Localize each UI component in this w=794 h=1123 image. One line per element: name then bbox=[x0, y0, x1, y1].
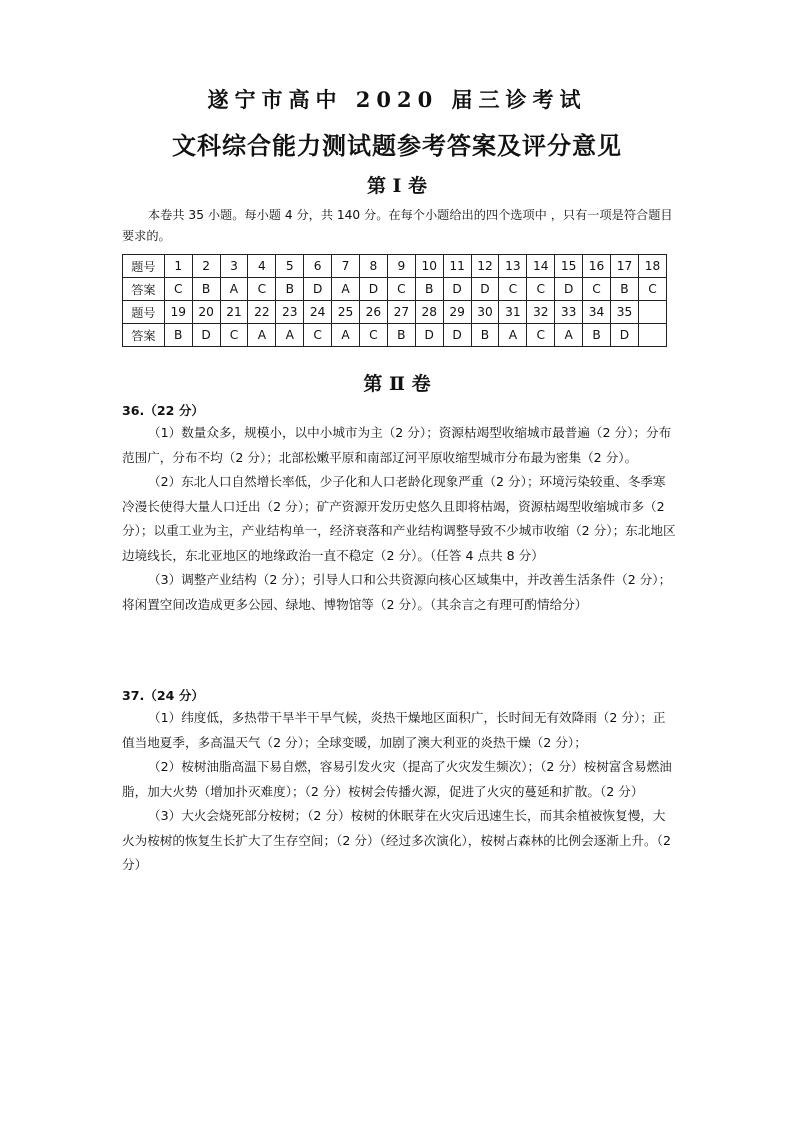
question-number: 6 bbox=[304, 255, 332, 278]
answer-cell: D bbox=[304, 278, 332, 301]
row-label: 题号 bbox=[123, 255, 165, 278]
empty-cell bbox=[638, 301, 666, 324]
row-label: 答案 bbox=[123, 278, 165, 301]
question-number: 2 bbox=[192, 255, 220, 278]
question-36-heading: 36.（22 分） bbox=[122, 403, 205, 418]
answer-cell: D bbox=[443, 324, 471, 347]
question-number: 26 bbox=[359, 301, 387, 324]
exam-title: 遂宁市高中 2020 届三诊考试 bbox=[207, 87, 587, 112]
question-number: 31 bbox=[499, 301, 527, 324]
answer-cell: D bbox=[471, 278, 499, 301]
answer-table-row-numbers-2 bbox=[123, 301, 667, 324]
answer-cell: A bbox=[332, 278, 360, 301]
question-number: 11 bbox=[443, 255, 471, 278]
answer-cell: A bbox=[332, 324, 360, 347]
question-number: 7 bbox=[332, 255, 360, 278]
question-number: 17 bbox=[611, 255, 639, 278]
answer-cell: D bbox=[359, 278, 387, 301]
question-number: 25 bbox=[332, 301, 360, 324]
row-label: 答案 bbox=[123, 324, 165, 347]
question-number: 4 bbox=[248, 255, 276, 278]
question-number: 1 bbox=[164, 255, 192, 278]
answer-cell: C bbox=[304, 324, 332, 347]
question-number: 21 bbox=[220, 301, 248, 324]
row-label: 题号 bbox=[123, 301, 165, 324]
answer-cell: C bbox=[359, 324, 387, 347]
answer-cell: D bbox=[443, 278, 471, 301]
answer-cell: C bbox=[527, 278, 555, 301]
question-number: 24 bbox=[304, 301, 332, 324]
question-number: 3 bbox=[220, 255, 248, 278]
answer-cell: B bbox=[164, 324, 192, 347]
answer-cell: B bbox=[276, 278, 304, 301]
question-number: 28 bbox=[415, 301, 443, 324]
question-36-answer-1: （1）数量众多，规模小，以中小城市为主（2 分）；资源枯竭型收缩城市最普遍（2 分）；分布范围广，分布不均（2 分）；北部松嫩平原和南部辽河平原收缩型城市分布最为密集（2 分）。 bbox=[122, 425, 672, 465]
answer-cell: B bbox=[583, 324, 611, 347]
answer-cell: D bbox=[555, 278, 583, 301]
answer-cell: A bbox=[276, 324, 304, 347]
answer-cell: D bbox=[192, 324, 220, 347]
answer-cell: A bbox=[248, 324, 276, 347]
question-37-heading: 37.（24 分） bbox=[122, 688, 205, 703]
empty-cell bbox=[638, 324, 666, 347]
question-number: 35 bbox=[611, 301, 639, 324]
question-37-answer-2: （2）桉树油脂高温下易自燃，容易引发火灾（提高了火灾发生频次）；（2 分）桉树富含易燃油脂，加大火势（增加扑灭难度）；（2 分）桉树会传播火源，促进了火灾的蔓延和扩散。（2 分） bbox=[122, 759, 672, 799]
answer-cell: C bbox=[583, 278, 611, 301]
question-number: 33 bbox=[555, 301, 583, 324]
question-number: 15 bbox=[555, 255, 583, 278]
answer-cell: C bbox=[387, 278, 415, 301]
question-number: 12 bbox=[471, 255, 499, 278]
question-number: 5 bbox=[276, 255, 304, 278]
answer-cell: C bbox=[638, 278, 666, 301]
question-number: 32 bbox=[527, 301, 555, 324]
question-36-block bbox=[122, 401, 677, 617]
question-number: 23 bbox=[276, 301, 304, 324]
question-number: 29 bbox=[443, 301, 471, 324]
question-number: 22 bbox=[248, 301, 276, 324]
answer-cell: B bbox=[471, 324, 499, 347]
answer-cell: C bbox=[499, 278, 527, 301]
answer-cell: B bbox=[611, 278, 639, 301]
question-37-answer-1: （1）纬度低，多热带干旱半干旱气候，炎热干燥地区面积广，长时间无有效降雨（2 分）；正值当地夏季，多高温天气（2 分）；全球变暖，加剧了澳大利亚的炎热干燥（2 分）； bbox=[122, 710, 666, 750]
question-37-block bbox=[122, 686, 677, 878]
answer-cell: B bbox=[415, 278, 443, 301]
answer-cell: D bbox=[611, 324, 639, 347]
answer-table-row-numbers-1 bbox=[123, 255, 667, 278]
question-number: 14 bbox=[527, 255, 555, 278]
part-one-heading: 第 Ⅰ 卷 bbox=[366, 175, 428, 197]
question-37-answer-3: （3）大火会烧死部分桉树；（2 分）桉树的休眠芽在火灾后迅速生长，而其余植被恢复慢，大火为桉树的恢复生长扩大了生存空间；（2 分）（经过多次演化），桉树占森林的比例会逐渐上升。（2 分） bbox=[122, 808, 671, 872]
answer-cell: C bbox=[527, 324, 555, 347]
question-number: 18 bbox=[638, 255, 666, 278]
answer-cell: B bbox=[387, 324, 415, 347]
answer-cell: A bbox=[499, 324, 527, 347]
answer-cell: B bbox=[192, 278, 220, 301]
question-number: 9 bbox=[387, 255, 415, 278]
answer-cell: A bbox=[220, 278, 248, 301]
part-two-heading: 第 Ⅱ 卷 bbox=[363, 373, 431, 395]
question-number: 13 bbox=[499, 255, 527, 278]
answer-table bbox=[122, 254, 667, 347]
answer-cell: C bbox=[164, 278, 192, 301]
document-subtitle: 文科综合能力测试题参考答案及评分意见 bbox=[172, 131, 622, 160]
question-number: 34 bbox=[583, 301, 611, 324]
question-number: 27 bbox=[387, 301, 415, 324]
question-number: 16 bbox=[583, 255, 611, 278]
question-number: 10 bbox=[415, 255, 443, 278]
question-number: 20 bbox=[192, 301, 220, 324]
part-one-instructions: 本卷共 35 小题。每小题 4 分，共 140 分。在每个小题给出的四个选项中 ，只有一项是符合题目要求的。 bbox=[122, 208, 673, 243]
answer-cell: C bbox=[220, 324, 248, 347]
answer-cell: C bbox=[248, 278, 276, 301]
question-number: 8 bbox=[359, 255, 387, 278]
answer-cell: A bbox=[555, 324, 583, 347]
question-36-answer-2: （2）东北人口自然增长率低，少子化和人口老龄化现象严重（2 分）；环境污染较重、冬季寒冷漫长使得大量人口迁出（2 分）；矿产资源开发历史悠久且即将枯竭，资源枯竭型收缩城市多（2 分）；以重工业为主，产业结构单一，经济衰落和产业结构调整导致不少城市收缩（2 分）；东北地区边境线长，东北亚地区的地缘政治一直不稳定（2 分）。（任答 4 点共 8 分） bbox=[122, 474, 676, 563]
question-36-answer-3: （3）调整产业结构（2 分）；引导人口和公共资源向核心区域集中，并改善生活条件（2 分）；将闲置空间改造成更多公园、绿地、博物馆等（2 分）。（其余言之有理可酌情给分） bbox=[122, 572, 672, 612]
question-number: 19 bbox=[164, 301, 192, 324]
answer-table-row-answers-1 bbox=[123, 278, 667, 301]
question-number: 30 bbox=[471, 301, 499, 324]
answer-cell: D bbox=[415, 324, 443, 347]
answer-table-row-answers-2 bbox=[123, 324, 667, 347]
